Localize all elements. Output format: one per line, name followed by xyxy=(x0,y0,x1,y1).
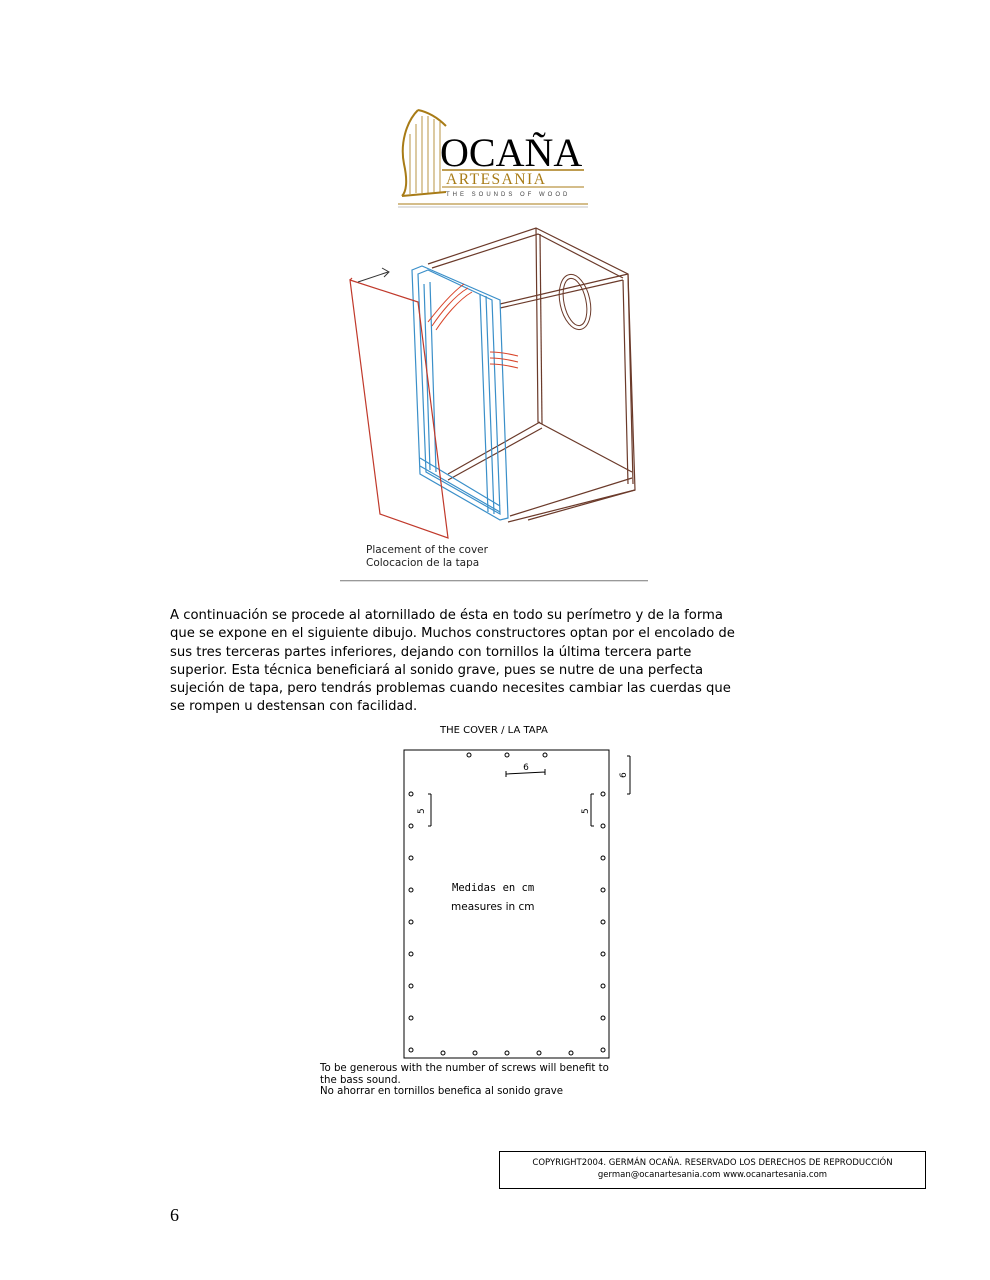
arrow-icon xyxy=(358,268,389,282)
caption-en: Placement of the cover xyxy=(366,544,488,556)
units-es: Medidas en cm xyxy=(452,882,535,894)
dim-left: 5 xyxy=(417,808,427,814)
caption-line: No ahorrar en tornillos benefica al sonido grave xyxy=(320,1086,564,1097)
figure2-caption xyxy=(320,1063,609,1098)
snare-wires xyxy=(428,284,518,368)
cajon-box-frame xyxy=(428,228,635,522)
figure1-caption xyxy=(366,544,488,569)
paragraph-line: sujeción de tapa, pero tendrás problemas cuando necesites cambiar las cuerdas que xyxy=(170,681,731,697)
logo-tagline: THE SOUNDS OF WOOD xyxy=(446,192,571,198)
paragraph-line: que se expone en el siguiente dibujo. Muchos constructores optan por el encolado de xyxy=(170,626,735,642)
copyright-box xyxy=(499,1151,926,1189)
caption-line: To be generous with the number of screws will benefit to xyxy=(320,1063,609,1074)
cover-panel xyxy=(350,278,448,538)
page-number: 6 xyxy=(170,1205,179,1225)
paragraph-line: superior. Esta técnica beneficiará al sonido grave, pues se nutre de una perfecta xyxy=(170,662,704,678)
contact-text: german@ocanartesania.com www.ocanartesania.com xyxy=(597,1169,828,1180)
units-en: measures in cm xyxy=(451,901,535,913)
ocana-artesania-logo xyxy=(398,104,594,212)
paragraph-line: A continuación se procede al atornillado de ésta en todo su perímetro y de la forma xyxy=(170,608,723,623)
divider xyxy=(340,580,648,582)
caption-line: the bass sound. xyxy=(320,1074,401,1086)
cover-title: THE COVER / LA TAPA xyxy=(440,725,548,736)
body-paragraph xyxy=(170,607,820,717)
dim-right-inner: 5 xyxy=(581,808,591,814)
logo-name: OCAÑA xyxy=(440,130,583,175)
caption-es: Colocacion de la tapa xyxy=(366,556,480,569)
front-bracing-frame xyxy=(412,266,508,520)
paragraph-line: se rompen u destensan con facilidad. xyxy=(170,699,418,715)
logo-sub: ARTESANIA xyxy=(446,171,547,188)
copyright-text: COPYRIGHT2004. GERMÁN OCAÑA. RESERVADO LOS DERECHOS DE REPRODUCCIÓN xyxy=(532,1158,893,1168)
dim-top: 6 xyxy=(523,763,529,773)
paragraph-line: sus tres terceras partes inferiores, dejando con tornillos la última tercera parte xyxy=(170,644,692,660)
cajon-assembly-drawing xyxy=(340,222,650,542)
sound-hole xyxy=(555,271,596,332)
dim-right-outer: 6 xyxy=(619,772,629,778)
dimension-lines xyxy=(428,756,630,826)
